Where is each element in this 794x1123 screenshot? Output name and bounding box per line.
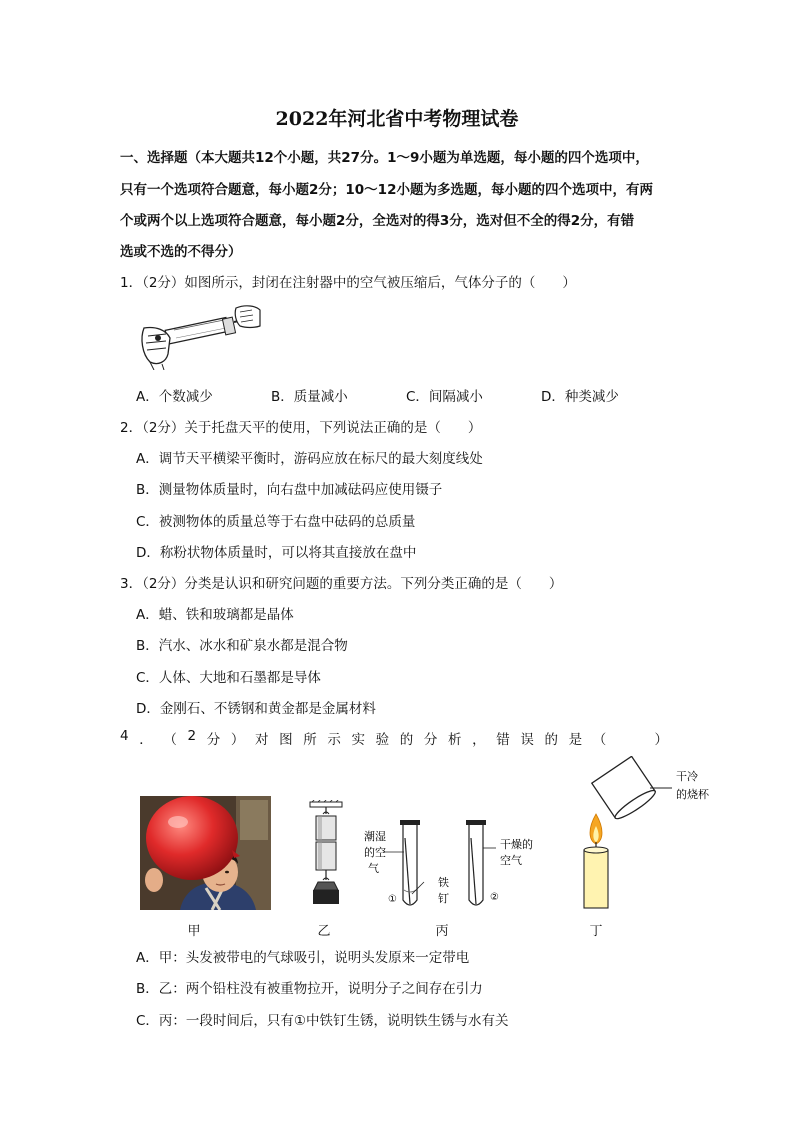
question-3-option-c: C．人体、大地和石墨都是导体 (136, 670, 321, 686)
section-intro-line-1: 一、选择题（本大题共12个小题，共27分。1～9小题为单选题，每小题的四个选项中， (120, 150, 649, 166)
balloon-photo (140, 796, 271, 910)
q4-stem-char: 错 (496, 732, 510, 748)
q4-stem-char: 对 (254, 732, 269, 748)
question-1-option-c: C．间隔减小 (406, 389, 483, 405)
bing-label-dry: 干燥的 (500, 838, 533, 851)
q4-stem-char: 所 (303, 732, 317, 748)
candle-beaker-figure (574, 756, 724, 912)
question-1-option-d: D．种类减少 (541, 389, 619, 405)
q4-stem-char: 的 (544, 732, 558, 748)
iron-rust-figure (364, 818, 540, 912)
section-intro-line-3: 个或两个以上选项符合题意，每小题2分，全选对的得3分，选对但不全的得2分，有错 (120, 213, 635, 229)
q4-stem-char: ． (139, 732, 153, 748)
question-1-stem: 1．（2分）如图所示，封闭在注射器中的空气被压缩后，气体分子的（ ） (120, 275, 576, 291)
tube-1-marker: ① (388, 894, 397, 905)
q4-stem-char: 的 (399, 732, 414, 748)
ding-label-beaker: 的烧杯 (676, 788, 709, 801)
question-2-option-d: D．称粉状物体质量时，可以将其直接放在盘中 (136, 545, 417, 561)
q4-stem-char: 实 (351, 732, 365, 748)
q4-stem-char: 是 (568, 732, 583, 748)
question-2-option-c: C．被测物体的质量总等于右盘中砝码的总质量 (136, 514, 416, 530)
bing-label-air-3: 空气 (500, 854, 522, 867)
q4-stem-char: ， (472, 732, 486, 748)
bing-label-nail: 钉 (438, 892, 449, 905)
bing-label-air-2: 气 (368, 862, 379, 875)
caption-ding: 丁 (589, 924, 603, 939)
page-title: 2022年河北省中考物理试卷 (275, 108, 519, 130)
question-2-option-b: B．测量物体质量时，向右盘中加减砝码应使用镊子 (136, 482, 443, 498)
question-3-option-b: B．汽水、冰水和矿泉水都是混合物 (136, 638, 348, 654)
q4-stem-char: 误 (520, 732, 534, 748)
caption-jia: 甲 (187, 924, 201, 939)
ding-label-dry-cold: 干冷 (676, 770, 698, 783)
caption-yi: 乙 (317, 924, 331, 939)
bing-label-humid: 潮湿 (364, 830, 386, 843)
q4-stem-char (617, 728, 644, 748)
bing-label-iron: 铁 (438, 876, 449, 889)
question-1-option-b: B．质量减小 (271, 389, 348, 405)
question-4-stem (120, 728, 668, 748)
question-1-options (136, 385, 676, 405)
q4-stem-char: 图 (279, 732, 293, 748)
syringe-figure (136, 298, 262, 370)
question-3-option-d: D．金刚石、不锈钢和黄金都是金属材料 (136, 701, 376, 717)
lead-cylinders-figure (306, 800, 346, 910)
question-1-option-a: A．个数减少 (136, 389, 213, 405)
question-2-stem: 2．（2分）关于托盘天平的使用，下列说法正确的是（ ） (120, 420, 482, 436)
section-intro-line-4: 选或不选的不得分） (120, 244, 242, 260)
q4-stem-char: （ (592, 732, 607, 748)
section-intro-line-2: 只有一个选项符合题意，每小题2分；10～12小题为多选题，每小题的四个选项中，有两 (120, 182, 653, 198)
q4-stem-char: （ (163, 732, 177, 748)
q4-stem-char: 分 (423, 732, 438, 748)
bing-label-air-1: 的空 (364, 846, 386, 859)
q4-stem-char: 示 (327, 732, 341, 748)
q4-stem-char: ） (654, 732, 668, 748)
question-2-option-a: A．调节天平横梁平衡时，游码应放在标尺的最大刻度线处 (136, 451, 483, 467)
question-4-option-c: C．丙：一段时间后，只有①中铁钉生锈，说明铁生锈与水有关 (136, 1013, 509, 1029)
question-4-option-a: A．甲：头发被带电的气球吸引，说明头发原来一定带电 (136, 950, 470, 966)
q4-stem-char: 分 (206, 732, 221, 748)
question-3-option-a: A．蜡、铁和玻璃都是晶体 (136, 607, 294, 623)
q4-stem-char: ） (230, 732, 245, 748)
tube-2-marker: ② (490, 892, 499, 903)
q4-stem-char: 析 (447, 732, 462, 748)
caption-bing: 丙 (435, 924, 449, 939)
q4-stem-char: 2 (187, 728, 197, 744)
question-4-option-b: B．乙：两个铅柱没有被重物拉开，说明分子之间存在引力 (136, 981, 483, 997)
q4-stem-char: 验 (375, 732, 390, 748)
question-3-stem: 3．（2分）分类是认识和研究问题的重要方法。下列分类正确的是（ ） (120, 576, 563, 592)
q4-stem-char: 4 (120, 728, 129, 744)
